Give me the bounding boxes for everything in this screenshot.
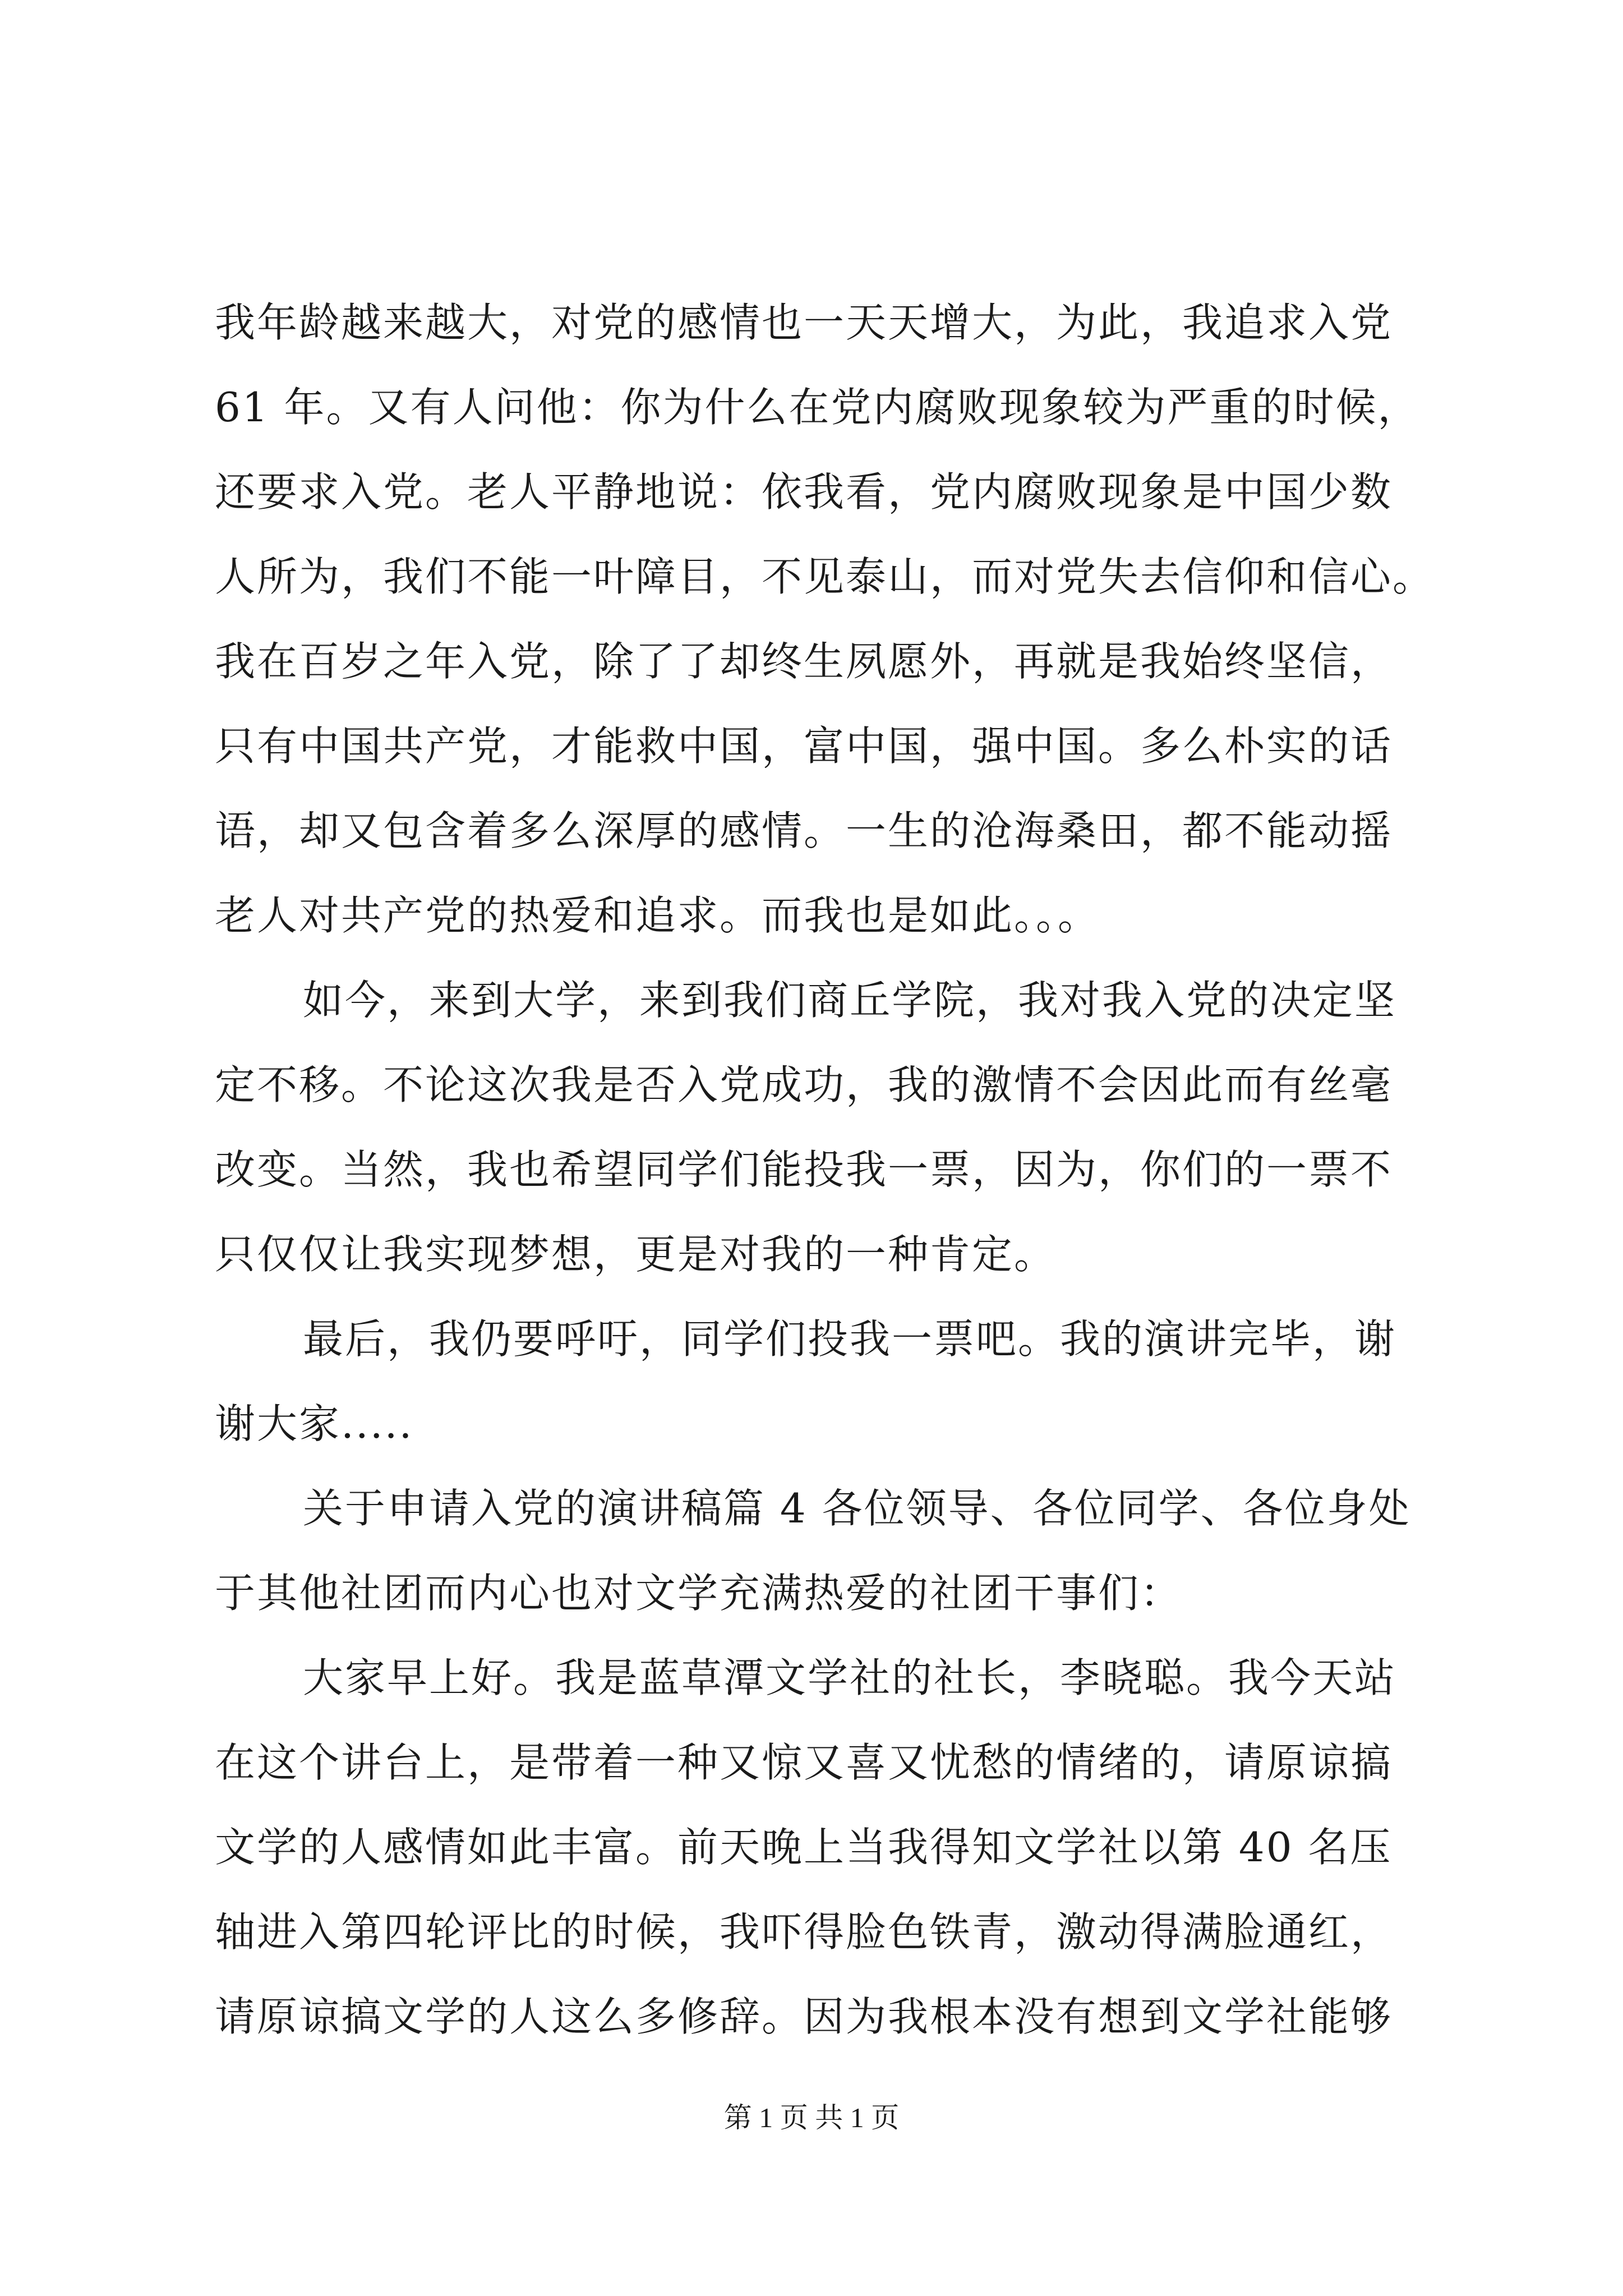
- text-line: 请原谅搞文学的人这么多修辞。因为我根本没有想到文学社能够: [215, 1993, 1393, 2040]
- paragraph-start-line: 最后，我仍要呼吁，同学们投我一票吧。我的演讲完毕，谢: [303, 1315, 1397, 1363]
- text-line: 语，却又包含着多么深厚的感情。一生的沧海桑田，都不能动摇: [215, 807, 1393, 854]
- text-line: 于其他社团而内心也对文学充满热爱的社团干事们：: [215, 1570, 1183, 1617]
- paragraph-start-line: 关于申请入党的演讲稿篇 4 各位领导、各位同学、各位身处: [303, 1485, 1411, 1532]
- paragraph-start-line: 大家早上好。我是蓝草潭文学社的社长，李晓聪。我今天站: [303, 1654, 1397, 1701]
- text-line: 在这个讲台上，是带着一种又惊又喜又忧愁的情绪的，请原谅搞: [215, 1739, 1393, 1786]
- document-body: [215, 280, 1449, 2059]
- text-line: 还要求入党。老人平静地说：依我看，党内腐败现象是中国少数: [215, 468, 1393, 516]
- text-line: 人所为，我们不能一叶障目，不见泰山，而对党失去信仰和信心。: [215, 553, 1435, 600]
- text-line: 61 年。又有人问他：你为什么在党内腐败现象较为严重的时候，: [215, 384, 1420, 431]
- paragraph-start-line: 如今，来到大学，来到我们商丘学院，我对我入党的决定坚: [303, 977, 1397, 1024]
- text-line: 只仅仅让我实现梦想，更是对我的一种肯定。: [215, 1231, 1057, 1278]
- text-line: 我年龄越来越大，对党的感情也一天天增大，为此，我追求入党: [215, 299, 1393, 346]
- text-line: 轴进入第四轮评比的时候，我吓得脸色铁青，激动得满脸通红，: [215, 1908, 1393, 1955]
- text-line: 改变。当然，我也希望同学们能投我一票，因为，你们的一票不: [215, 1146, 1393, 1193]
- text-line: 定不移。不论这次我是否入党成功，我的激情不会因此而有丝毫: [215, 1061, 1393, 1108]
- text-line: 谢大家.....: [215, 1400, 414, 1447]
- text-line: 老人对共产党的热爱和追求。而我也是如此。。。: [215, 892, 1100, 939]
- page-footer: 第 1 页 共 1 页: [723, 2102, 900, 2133]
- text-line: 只有中国共产党，才能救中国，富中国，强中国。多么朴实的话: [215, 723, 1393, 770]
- text-line: 我在百岁之年入党，除了了却终生夙愿外，再就是我始终坚信，: [215, 638, 1393, 685]
- text-line: 文学的人感情如此丰富。前天晚上当我得知文学社以第 40 名压: [215, 1824, 1393, 1871]
